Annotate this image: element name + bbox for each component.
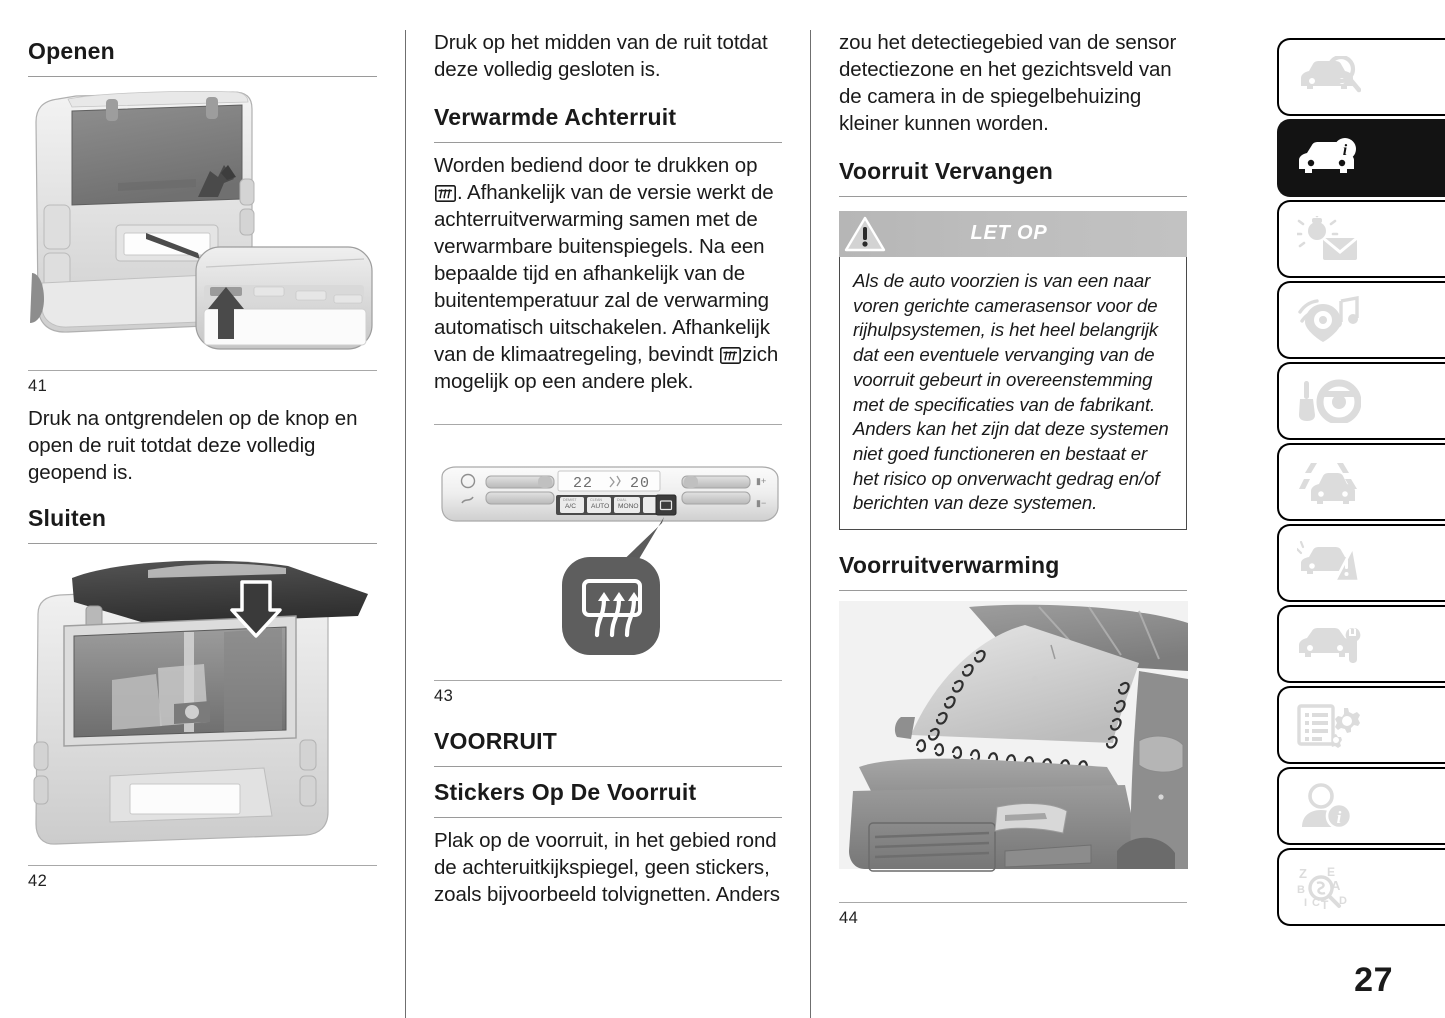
paragraph-stickers: Plak op de voorruit, in het gebied rond de achteruitkijkspiegel, geen stickers, zoals bijvoorbeeld tolvignetten. Anders	[434, 828, 780, 906]
paragraph-part-b: . Afhankelijk van de versie werkt de achterruitverwarming samen met de verwarmbare buitenspiegels. Na een bepaalde tijd en afhankelijk van de buitentemperatuur zal de verwarming automatisch uitschakelen. Afhankelijk van de klimaatregeling, bevindt	[434, 180, 774, 366]
svg-text:AUTO: AUTO	[591, 502, 610, 510]
svg-text:CLEAN: CLEAN	[590, 497, 602, 502]
svg-text:22: 22	[573, 474, 594, 492]
figure-43-image	[434, 459, 783, 669]
rear-window-defrost-icon	[435, 183, 456, 200]
car-maintenance-icon	[1297, 623, 1361, 665]
figure-42-caption: 42	[28, 872, 48, 891]
warning-label: LET OP	[970, 222, 1048, 245]
technical-specifications-icon	[1297, 702, 1361, 748]
svg-text:DUAL: DUAL	[617, 497, 627, 502]
warning-text: Als de auto voorzien is van een naar voren gerichte camerasensor voor de rijhulpsystemen, is het heel belangrijk dat een eventuele vervanging van de voorruit gebeurt in overeenstemming met de specificaties van de fabrikant. Anders kan het zijn dat deze systemen niet goed functioneren en bestaat er het risico op onverwacht gedrag en/of berichten van deze systemen.	[853, 269, 1169, 514]
paragraph-right-top: zou het detectiegebied van de sensor detectiezone en het gezichtsveld van de camera in de spiegelbehuizing kleiner kunnen worden.	[839, 31, 1177, 135]
svg-text:▮−: ▮−	[756, 497, 767, 508]
rule-under-voorruitverwarming	[839, 590, 1187, 591]
customer-service-icon	[1297, 783, 1361, 829]
heading-sluiten: Sluiten	[28, 504, 107, 531]
rule-under-voorruit	[434, 766, 782, 767]
car-search-icon	[1297, 56, 1361, 98]
svg-text:E: E	[1327, 865, 1336, 879]
warning-body	[839, 257, 1187, 530]
heading-voorruit-vervangen: Voorruit Vervangen	[839, 157, 1054, 184]
infotainment-navigation-icon	[1297, 296, 1361, 344]
column-left	[0, 30, 405, 1018]
tab-car-info[interactable]	[1277, 119, 1445, 197]
car-info-icon	[1297, 137, 1361, 179]
alphabetical-index-icon	[1297, 864, 1361, 910]
page-number: 27	[1354, 961, 1393, 999]
figure-41	[28, 87, 377, 359]
warning-banner	[839, 211, 1187, 257]
paragraph-part-a: Worden bediend door te drukken op	[434, 154, 758, 178]
tab-warning-lights-messages[interactable]	[1277, 200, 1445, 278]
rule-under-figure-43	[434, 680, 782, 681]
emergency-breakdown-icon	[1297, 541, 1361, 585]
rear-window-defrost-icon-2	[720, 345, 741, 362]
tab-starting-and-driving[interactable]	[1277, 362, 1445, 440]
figure-44	[839, 601, 1187, 891]
rule-under-verwarmde-achterruit	[434, 142, 782, 143]
heading-openen: Openen	[28, 38, 115, 64]
figure-41-image	[28, 87, 377, 359]
svg-text:C: C	[1312, 897, 1320, 909]
starting-and-driving-icon	[1297, 379, 1361, 423]
warning-light-message-icon	[1297, 216, 1361, 262]
svg-text:i: i	[1342, 142, 1348, 159]
paragraph-middle-top: Druk op het midden van de ruit totdat deze volledig gesloten is.	[434, 31, 768, 81]
svg-text:▮+: ▮+	[756, 475, 767, 486]
tab-car-search[interactable]	[1277, 38, 1445, 116]
tab-alphabetical-index[interactable]	[1277, 848, 1445, 926]
rule-under-figure-41	[28, 370, 377, 371]
paragraph-after-figure-41: Druk na ontgrendelen op de knop en open de ruit totdat deze volledig geopend is.	[28, 407, 358, 485]
column-right	[810, 30, 1215, 1018]
warning-triangle-icon	[843, 214, 887, 254]
column-middle	[405, 30, 810, 1018]
heading-verwarmde-achterruit: Verwarmde Achterruit	[434, 103, 677, 130]
figure-44-caption: 44	[839, 909, 859, 928]
rule-under-stickers	[434, 817, 782, 818]
tab-infotainment-navigation[interactable]	[1277, 281, 1445, 359]
rule-under-figure-44	[839, 902, 1187, 903]
svg-text:20: 20	[630, 474, 651, 492]
svg-text:MONO: MONO	[618, 502, 639, 510]
tab-car-maintenance[interactable]	[1277, 605, 1445, 683]
rule-under-openen	[28, 76, 377, 77]
svg-text:i: i	[1336, 808, 1342, 827]
heading-voorruitverwarming: Voorruitverwarming	[839, 552, 1060, 579]
tab-emergency-breakdown[interactable]	[1277, 524, 1445, 602]
tab-driver-assistance[interactable]	[1277, 443, 1445, 521]
figure-44-image	[839, 601, 1188, 891]
paragraph-verwarmde-achterruit	[434, 153, 782, 396]
rule-under-figure-42	[28, 865, 377, 866]
rule-above-figure-43	[434, 424, 782, 425]
rule-under-voorruit-vervangen	[839, 196, 1187, 197]
svg-text:A/C: A/C	[565, 502, 576, 510]
driver-assistance-lane-icon	[1297, 459, 1361, 505]
svg-text:D: D	[1339, 895, 1347, 907]
heading-stickers-op-de-voorruit: Stickers Op De Voorruit	[434, 778, 697, 805]
svg-text:A: A	[1331, 878, 1341, 893]
figure-42-image	[28, 554, 377, 854]
rule-under-sluiten	[28, 543, 377, 544]
svg-text:B: B	[1297, 884, 1305, 896]
figure-41-caption: 41	[28, 377, 48, 396]
figure-43-caption: 43	[434, 686, 454, 705]
figure-43	[434, 459, 782, 669]
heading-voorruit: VOORRUIT	[434, 727, 557, 754]
svg-text:DEMIST: DEMIST	[563, 497, 577, 502]
section-tab-rail	[1274, 0, 1445, 1018]
figure-42	[28, 554, 377, 854]
tab-technical-specifications[interactable]	[1277, 686, 1445, 764]
svg-text:Z: Z	[1299, 866, 1307, 881]
svg-text:T: T	[1321, 898, 1329, 910]
tab-customer-service[interactable]	[1277, 767, 1445, 845]
paragraph-part-c: zich mogelijk op een andere plek.	[434, 342, 779, 393]
svg-text:I: I	[1304, 897, 1308, 909]
